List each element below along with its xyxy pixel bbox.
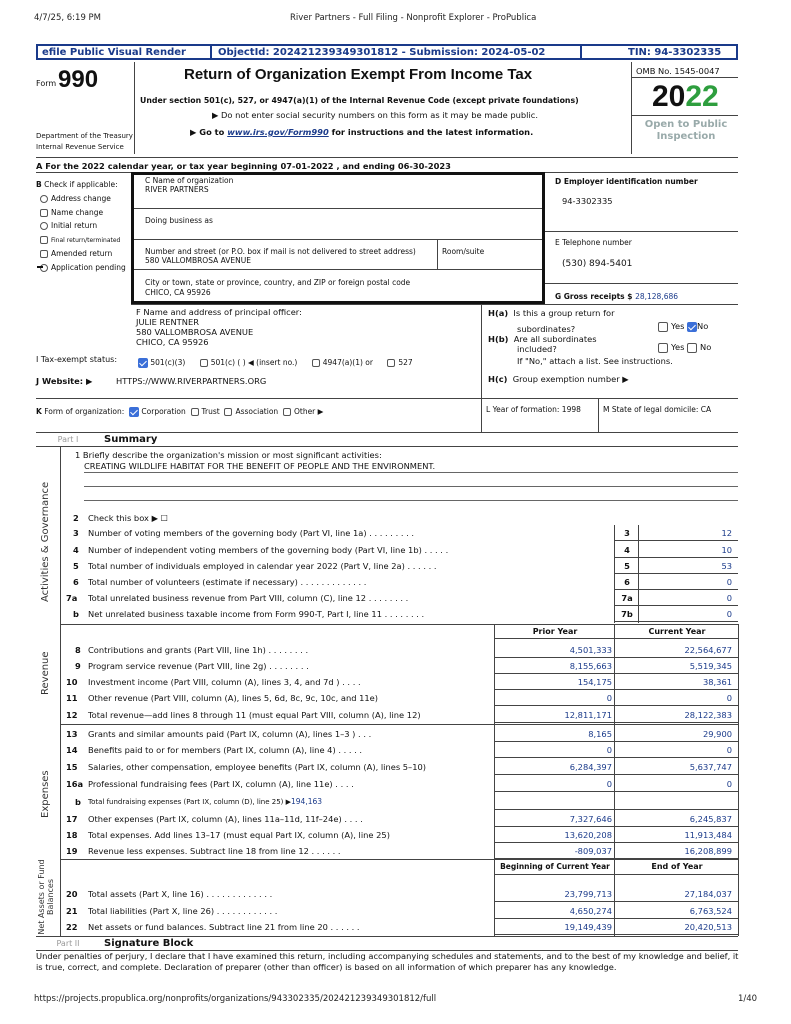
form-number: 990 xyxy=(58,66,99,93)
exp_lines-prior-value: 7,327,646 xyxy=(569,814,612,824)
net_lines-prior-value: 23,799,713 xyxy=(564,889,612,899)
exp_lines-prior-value: 13,620,208 xyxy=(564,830,612,840)
street-label: Number and street (or P.O. box if mail is not delivered to street address) xyxy=(145,247,416,256)
gross-receipts: G Gross receipts $ 28,128,686 xyxy=(555,292,679,301)
gov-box-label: 3 xyxy=(624,528,630,538)
gov-line-number: 3 xyxy=(73,528,79,538)
col-begin-year: Beginning of Current Year xyxy=(500,862,610,871)
ein: 94-3302335 xyxy=(562,196,613,206)
net_lines-current-value: 6,763,524 xyxy=(689,906,732,916)
exp_lines-line-number: 19 xyxy=(66,846,78,856)
city: CHICO, CA 95926 xyxy=(145,288,211,297)
net_lines-prior-value: 19,149,439 xyxy=(564,922,612,932)
room-label: Room/suite xyxy=(442,247,485,256)
check-list xyxy=(40,192,126,274)
exp_lines-line-number: 17 xyxy=(66,814,78,824)
exp_lines-line-text: Benefits paid to or for members (Part IX, column (A), line 4) . . . . . xyxy=(88,745,363,755)
part2-label: Part II xyxy=(56,939,80,948)
gov-line-text: Number of independent voting members of the governing body (Part VI, line 1b) . . . . . xyxy=(88,545,449,555)
exp_lines-prior-value: 6,284,397 xyxy=(569,762,612,772)
exp_lines-line-number: 14 xyxy=(66,745,78,755)
org-name-label: C Name of organization xyxy=(145,176,234,185)
website-label: J Website: ▶ xyxy=(36,376,93,386)
rev_lines-line-number: 11 xyxy=(66,693,78,703)
print-title: River Partners - Full Filing - Nonprofit Explorer - ProPublica xyxy=(290,13,537,23)
exp_lines-line-number: 18 xyxy=(66,830,78,840)
org-info-box xyxy=(131,172,545,304)
gov-line-text: Total number of volunteers (estimate if necessary) . . . . . . . . . . . . . xyxy=(88,577,367,587)
year-formation: L Year of formation: 1998 xyxy=(486,405,581,414)
gov-line-text[interactable]: Check this box ▶ ☐ xyxy=(88,513,169,523)
exp_lines-current-value: 5,637,747 xyxy=(689,762,732,772)
irs-link[interactable]: www.irs.gov/Form990 xyxy=(227,127,329,137)
rev_lines-prior-value: 4,501,333 xyxy=(569,645,612,655)
part1-label: Part I xyxy=(57,435,79,444)
rev_lines-current-value: 5,519,345 xyxy=(689,661,732,671)
mission: CREATING WILDLIFE HABITAT FOR THE BENEFIT OF PEOPLE AND THE ENVIRONMENT. xyxy=(84,461,436,471)
group-return: H(a) Is this a group return for subordinates? xyxy=(488,308,615,334)
exp_lines-line-number: 13 xyxy=(66,729,78,739)
city-label: City or town, state or province, country, and ZIP or foreign postal code xyxy=(145,278,411,287)
net_lines-current-value: 27,184,037 xyxy=(684,889,732,899)
exp_lines-prior-value: 0 xyxy=(606,745,612,755)
public-inspection: Open to Public Inspection xyxy=(644,119,728,142)
fundraising-expenses-value: 194,163 xyxy=(291,797,323,806)
gov-line-text: Total unrelated business revenue from Part VIII, column (C), line 12 . . . . . . . . xyxy=(88,593,409,603)
form-subtitle: Under section 501(c), 527, or 4947(a)(1) of the Internal Revenue Code (except private foundations) xyxy=(140,96,579,105)
side-expenses: Expenses xyxy=(40,770,51,818)
rev_lines-line-text: Contributions and grants (Part VIII, line 1h) . . . . . . . . xyxy=(88,645,309,655)
dba-label: Doing business as xyxy=(145,216,213,225)
omb-number: OMB No. 1545-0047 xyxy=(636,66,720,76)
check-initial-return[interactable]: Initial return xyxy=(40,219,126,233)
instructions-notice: ▶ Go to www.irs.gov/Form990 for instructions and the latest information. xyxy=(190,127,534,137)
exp_lines-line-number: 15 xyxy=(66,762,78,772)
gov-line-text: Total number of individuals employed in calendar year 2022 (Part V, line 2a) . . . . . . xyxy=(88,561,437,571)
gov-line-number: 6 xyxy=(73,577,79,587)
exp_lines-line-text: Total fundraising expenses (Part IX, column (D), line 25) ▶194,163 xyxy=(88,797,323,806)
gov-box-label: 7b xyxy=(621,609,633,619)
gov-line-number: b xyxy=(73,609,79,619)
rev_lines-line-number: 12 xyxy=(66,710,78,720)
group-exemption: H(c) Group exemption number ▶ xyxy=(488,374,629,384)
principal-officer: F Name and address of principal officer: JULIE RENTNER 580 VALLOMBROSA AVENUE CHICO, CA 95926 xyxy=(136,307,302,347)
gov-value: 0 xyxy=(726,609,732,619)
print-datetime: 4/7/25, 6:19 PM xyxy=(34,13,102,23)
net_lines-line-text: Net assets or fund balances. Subtract line 21 from line 20 . . . . . . xyxy=(88,922,360,932)
gov-box-label: 4 xyxy=(624,545,630,555)
org-form[interactable]: K Form of organization: Corporation Trust Association Other ▶ xyxy=(36,407,324,416)
check-address-change[interactable]: Address change xyxy=(40,192,126,206)
rev_lines-line-number: 8 xyxy=(75,645,81,655)
rev_lines-current-value: 0 xyxy=(726,693,732,703)
gov-line-number: 4 xyxy=(73,545,79,555)
gov-box-label: 7a xyxy=(621,593,633,603)
print-url[interactable]: https://projects.propublica.org/nonprofits/organizations/943302335/202421239349301812/full xyxy=(34,994,437,1004)
ha-yes-no[interactable]: Yes No xyxy=(658,321,708,332)
gov-line-number: 5 xyxy=(73,561,79,571)
dept: Department of the Treasury Internal Revenue Service xyxy=(36,132,133,151)
rev_lines-prior-value: 0 xyxy=(606,693,612,703)
side-net-assets: Net Assets or Fund Balances xyxy=(37,859,55,935)
exp_lines-line-text: Salaries, other compensation, employee benefits (Part IX, column (A), lines 5–10) xyxy=(88,762,427,772)
exp_lines-line-text: Revenue less expenses. Subtract line 18 from line 12 . . . . . . xyxy=(88,846,341,856)
efile-banner xyxy=(36,44,738,60)
rev_lines-line-text: Other revenue (Part VIII, column (A), lines 5, 6d, 8c, 9c, 10c, and 11e) xyxy=(88,693,379,703)
rev_lines-line-number: 10 xyxy=(66,677,78,687)
ein-label: D Employer identification number xyxy=(555,177,698,186)
hb-yes-no[interactable]: Yes No xyxy=(658,342,711,353)
exp_lines-prior-value: -809,037 xyxy=(574,846,612,856)
ssn-notice: ▶ Do not enter social security numbers on this form as it may be made public. xyxy=(212,110,538,120)
rev_lines-line-text: Investment income (Part VIII, column (A), lines 3, 4, and 7d ) . . . . xyxy=(88,677,361,687)
rev_lines-current-value: 22,564,677 xyxy=(684,645,732,655)
phone: (530) 894-5401 xyxy=(562,259,633,269)
gov-value: 0 xyxy=(726,593,732,603)
exp_lines-current-value: 0 xyxy=(726,745,732,755)
perjury-statement: Under penalties of perjury, I declare that I have examined this return, including accompanying schedules and statements, and to the best of my knowledge and belief, it is true, correct, and complete. Declaration of preparer (other than officer) is based on all information of which preparer has any knowledge. xyxy=(36,951,739,972)
gov-value: 53 xyxy=(721,561,732,571)
tax-exempt-label: I Tax-exempt status: xyxy=(36,355,118,364)
gov-box-label: 5 xyxy=(624,561,630,571)
net_lines-current-value: 20,420,513 xyxy=(684,922,732,932)
state-domicile: M State of legal domicile: CA xyxy=(603,405,712,414)
rev_lines-prior-value: 12,811,171 xyxy=(564,710,612,720)
rev_lines-line-text: Total revenue—add lines 8 through 11 (must equal Part VIII, column (A), line 12) xyxy=(88,710,421,720)
exp_lines-current-value: 0 xyxy=(726,779,732,789)
gov-value: 10 xyxy=(721,545,732,555)
exp_lines-current-value: 11,913,484 xyxy=(684,830,732,840)
net_lines-line-number: 20 xyxy=(66,889,78,899)
rev_lines-line-text: Program service revenue (Part VIII, line 2g) . . . . . . . . xyxy=(88,661,309,671)
check-applicable-label: B Check if applicable: xyxy=(36,180,118,189)
net_lines-prior-value: 4,650,274 xyxy=(569,906,612,916)
net_lines-line-text: Total assets (Part X, line 16) . . . . . . . . . . . . . xyxy=(88,889,273,899)
part2-title: Signature Block xyxy=(104,938,194,949)
side-governance: Activities & Governance xyxy=(40,481,51,602)
net_lines-line-number: 21 xyxy=(66,906,78,916)
gov-line-text: Net unrelated business taxable income from Form 990-T, Part I, line 11 . . . . . . . . xyxy=(88,609,425,619)
check-name-change[interactable]: Name change xyxy=(40,206,126,220)
gov-box-label: 6 xyxy=(624,577,630,587)
net_lines-line-text: Total liabilities (Part X, line 26) . . . . . . . . . . . . xyxy=(88,906,278,916)
exp_lines-line-text: Other expenses (Part IX, column (A), lines 11a–11d, 11f–24e) . . . . xyxy=(88,814,363,824)
check-application-pending[interactable]: Application pending xyxy=(40,261,126,275)
exp_lines-current-value: 29,900 xyxy=(702,729,732,739)
tax-year-line: A For the 2022 calendar year, or tax year beginning 07-01-2022 , and ending 06-30-2023 xyxy=(36,161,451,171)
rev_lines-current-value: 38,361 xyxy=(702,677,732,687)
print-page: 1/40 xyxy=(738,994,758,1004)
side-revenue: Revenue xyxy=(40,651,51,695)
check-amended-return[interactable]: Amended return xyxy=(40,247,126,261)
gov-value: 12 xyxy=(721,528,732,538)
rev_lines-current-value: 28,122,383 xyxy=(684,710,732,720)
exp_lines-current-value: 16,208,899 xyxy=(684,846,732,856)
org-name: RIVER PARTNERS xyxy=(145,185,209,194)
exp_lines-prior-value: 8,165 xyxy=(588,729,612,739)
rev_lines-line-number: 9 xyxy=(75,661,81,671)
net_lines-line-number: 22 xyxy=(66,922,78,932)
gov-line-text: Number of voting members of the governing body (Part VI, line 1a) . . . . . . . . . xyxy=(88,528,415,538)
exp_lines-prior-value: 0 xyxy=(606,779,612,789)
exp_lines-line-number: 16a xyxy=(66,779,84,789)
col-current-year: Current Year xyxy=(648,627,706,636)
phone-label: E Telephone number xyxy=(555,238,632,247)
rev_lines-prior-value: 8,155,663 xyxy=(569,661,612,671)
tax-exempt-options[interactable]: 501(c)(3) 501(c) ( ) ◀ (insert no.) 4947(a)(1) or 527 xyxy=(138,358,413,368)
object-id: ObjectId: 202421239349301812 - Submission: 2024-05-02 xyxy=(218,47,546,58)
exp_lines-line-text: Total expenses. Add lines 13–17 (must equal Part IX, column (A), line 25) xyxy=(88,830,390,840)
subordinates: H(b) Are all subordinates included? If "No," attach a list. See instructions. xyxy=(488,334,673,366)
website: HTTPS://WWW.RIVERPARTNERS.ORG xyxy=(116,376,267,386)
col-prior-year: Prior Year xyxy=(532,627,578,636)
gov-value: 0 xyxy=(726,577,732,587)
exp_lines-current-value: 6,245,837 xyxy=(689,814,732,824)
rev_lines-prior-value: 154,175 xyxy=(577,677,612,687)
mission-label: 1 Briefly describe the organization's mission or most significant activities: xyxy=(75,450,382,460)
exp_lines-line-number: b xyxy=(75,797,81,807)
street-address: 580 VALLOMBROSA AVENUE xyxy=(145,256,251,265)
col-end-year: End of Year xyxy=(651,862,703,871)
part1-title: Summary xyxy=(104,434,158,445)
tin: TIN: 94-3302335 xyxy=(628,47,722,58)
exp_lines-line-text: Professional fundraising fees (Part IX, column (A), line 11e) . . . . xyxy=(88,779,354,789)
tax-year: 2022 xyxy=(652,80,719,113)
form-title: Return of Organization Exempt From Income Tax xyxy=(184,66,533,83)
exp_lines-line-text: Grants and similar amounts paid (Part IX, column (A), lines 1–3 ) . . . xyxy=(88,729,372,739)
gov-line-number: 7a xyxy=(66,593,78,603)
efile-label: efile Public Visual Render xyxy=(42,47,186,58)
gov-line-number: 2 xyxy=(73,513,79,523)
check-final-return[interactable]: Final return/terminated xyxy=(40,233,126,248)
form-label: Form xyxy=(36,79,57,88)
